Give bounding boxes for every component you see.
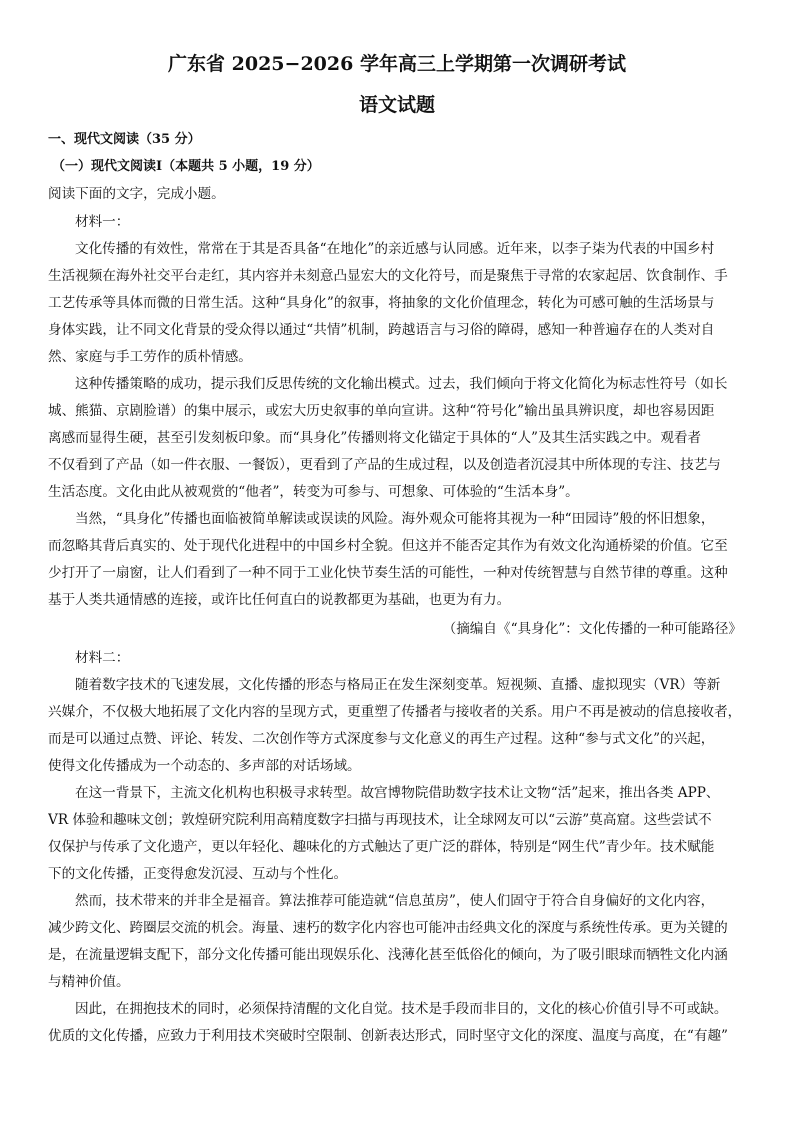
paragraph-line: 城、熊猫、京剧脸谱）的集中展示，或宏大历史叙事的单向宣讲。这种“符号化”输出虽具辨识度，却也容易因距 <box>48 403 715 419</box>
material-two-label: 材料二： <box>75 650 130 666</box>
paragraph-line: 而是可以通过点赞、评论、转发、二次创作等方式深度参与文化意义的再生产过程。这种“参与式文化”的兴起， <box>48 731 715 747</box>
paragraph-line: 当然，“具身化”传播也面临被简单解读或误读的风险。海外观众可能将其视为一种“田园诗”般的怀旧想象， <box>75 511 715 527</box>
material-one-label: 材料一： <box>75 214 130 230</box>
paragraph-line: 是，在流量逻辑支配下，部分文化传播可能出现娱乐化、浅薄化甚至低俗化的倾向，为了吸引眼球而牺牲文化内涵 <box>48 947 728 963</box>
paragraph-line: 仅保护与传承了文化遗产，更以年轻化、趣味化的方式触达了更广泛的群体，特别是“网生代”青少年。技术赋能 <box>48 839 715 855</box>
section-heading: 一、现代文阅读（35 分） <box>48 132 201 147</box>
exam-subtitle: 语文试题 <box>358 94 435 116</box>
paragraph-line: 工艺传承等具体而微的日常生活。这种“具身化”的叙事，将抽象的文化价值理念，转化为可感可触的生活场景与 <box>48 295 715 311</box>
paragraph-line: 而忽略其背后真实的、处于现代化进程中的中国乡村全貌。但这并不能否定其作为有效文化沟通桥梁的价值。它至 <box>48 538 728 554</box>
paragraph-line: 生活态度。文化由此从被观赏的“他者”，转变为可参与、可想象、可体验的“生活本身”。 <box>48 484 579 500</box>
paragraph-line: 兴媒介，不仅极大地拓展了文化内容的呈现方式，更重塑了传播者与接收者的关系。用户不再是被动的信息接收者， <box>48 704 742 720</box>
paragraph-line: 生活视频在海外社交平台走红，其内容并未刻意凸显宏大的文化符号，而是聚焦于寻常的农家起居、饮食制作、手 <box>48 268 728 284</box>
exam-title: 广东省 2025−2026 学年高三上学期第一次调研考试 <box>168 53 626 75</box>
paragraph-line: 离感而显得生硬，甚至引发刻板印象。而“具身化”传播则将文化锚定于具体的“人”及其生活实践之中。观看者 <box>48 430 702 446</box>
paragraph-line: 文化传播的有效性，常常在于其是否具备“在地化”的亲近感与认同感。近年来，以李子柒为代表的中国乡村 <box>75 241 715 257</box>
paragraph-line: 在这一背景下，主流文化机构也积极寻求转型。故宫博物院借助数字技术让文物“活”起来，推出各类 APP、 <box>75 785 720 801</box>
paragraph-line: 减少跨文化、跨圈层交流的机会。海量、速朽的数字化内容也可能冲击经典文化的深度与系统性传承。更为关键的 <box>48 920 728 936</box>
instruction-text: 阅读下面的文字，完成小题。 <box>48 186 225 202</box>
paragraph-line: 优质的文化传播，应致力于利用技术突破时空限制、创新表达形式，同时坚守文化的深度、温度与高度，在“有趣” <box>48 1028 728 1044</box>
paragraph-line: 与精神价值。 <box>48 974 130 990</box>
paragraph-line: 不仅看到了产品（如一件衣服、一餐饭），更看到了产品的生成过程，以及创造者沉浸其中所体现的专注、技艺与 <box>48 457 721 473</box>
paragraph-line: 这种传播策略的成功，提示我们反思传统的文化输出模式。过去，我们倾向于将文化简化为标志性符号（如长 <box>75 376 728 392</box>
paragraph-line: 然、家庭与手工劳作的质朴情感。 <box>48 349 252 365</box>
paragraph-line: 因此，在拥抱技术的同时，必须保持清醒的文化自觉。技术是手段而非目的，文化的核心价值引导不可或缺。 <box>75 1001 728 1017</box>
paragraph-line: 身体实践，让不同文化背景的受众得以通过“共情”机制，跨越语言与习俗的障碍，感知一种普遍存在的人类对自 <box>48 322 715 338</box>
paragraph-line: 随着数字技术的飞速发展，文化传播的形态与格局正在发生深刻变革。短视频、直播、虚拟现实（VR）等新 <box>75 677 721 693</box>
paragraph-line: 基于人类共通情感的连接，或许比任何直白的说教都更为基础，也更为有力。 <box>48 592 511 608</box>
paragraph-line: 下的文化传播，正变得愈发沉浸、互动与个性化。 <box>48 866 348 882</box>
paragraph-line: 使得文化传播成为一个动态的、多声部的对话场域。 <box>48 758 361 774</box>
paragraph-line: VR 体验和趣味文创；敦煌研究院利用高精度数字扫描与再现技术，让全球网友可以“云游”莫高窟。这些尝试不 <box>48 812 712 828</box>
paragraph-line: 少打开了一扇窗，让人们看到了一种不同于工业化快节奏生活的可能性，一种对传统智慧与自然节律的尊重。这种 <box>48 565 728 581</box>
subsection-heading: （一）现代文阅读Ⅰ（本题共 5 小题，19 分） <box>52 159 320 174</box>
source-citation: （摘编自《“具身化”：文化传播的一种可能路径》 <box>442 621 742 637</box>
paragraph-line: 然而，技术带来的并非全是福音。算法推荐可能造就“信息茧房”，使人们固守于符合自身偏好的文化内容， <box>75 893 715 909</box>
